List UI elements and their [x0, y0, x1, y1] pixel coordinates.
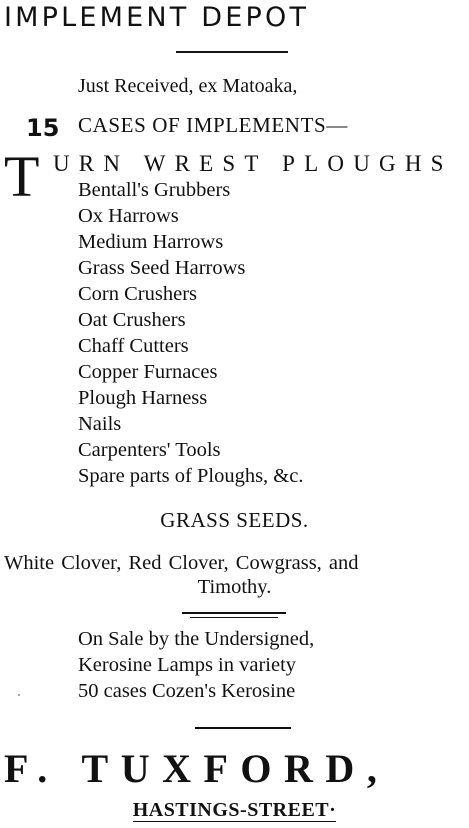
list-item: Nails	[78, 413, 122, 435]
just-received-line: Just Received, ex Matoaka,	[78, 75, 298, 97]
sale-line: On Sale by the Undersigned,	[78, 628, 315, 650]
list-item: Chaff Cutters	[78, 335, 189, 357]
sale-line: 50 cases Cozen's Kerosine	[78, 680, 296, 702]
divider-top	[176, 51, 288, 53]
clover-line: White Clover, Red Clover, Cowgrass, and	[4, 552, 359, 574]
cases-heading: CASES OF IMPLEMENTS—	[78, 113, 348, 137]
timothy-line: Timothy.	[197, 576, 272, 598]
list-item: Bentall's Grubbers	[78, 179, 231, 201]
list-item: Copper Furnaces	[78, 361, 218, 383]
street-text: HASTINGS-STREET·	[132, 799, 337, 821]
list-item: Carpenters' Tools	[78, 439, 221, 461]
divider-lower	[195, 727, 291, 729]
list-item: Spare parts of Ploughs, &c.	[78, 465, 304, 487]
grass-seeds-heading: GRASS SEEDS.	[160, 508, 309, 532]
turn-wrest-ploughs: URN WREST PLOUGHS	[53, 151, 453, 176]
case-count: 15	[26, 114, 60, 142]
list-item: Plough Harness	[78, 387, 208, 409]
list-item: Corn Crushers	[78, 283, 198, 305]
list-item: Oat Crushers	[78, 309, 186, 331]
heading-implement-depot: IMPLEMENT DEPOT	[4, 2, 310, 33]
divider-middle-lower	[190, 617, 278, 618]
divider-middle	[182, 612, 286, 614]
list-item: Medium Harrows	[78, 231, 224, 253]
sale-line: Kerosine Lamps in variety	[78, 654, 297, 676]
street-address	[0, 800, 469, 820]
list-item: Ox Harrows	[78, 205, 179, 227]
specks	[18, 694, 20, 696]
list-item: Grass Seed Harrows	[78, 257, 246, 279]
merchant-name: F. TUXFORD,	[4, 746, 390, 791]
drop-cap-t: T	[4, 144, 40, 209]
